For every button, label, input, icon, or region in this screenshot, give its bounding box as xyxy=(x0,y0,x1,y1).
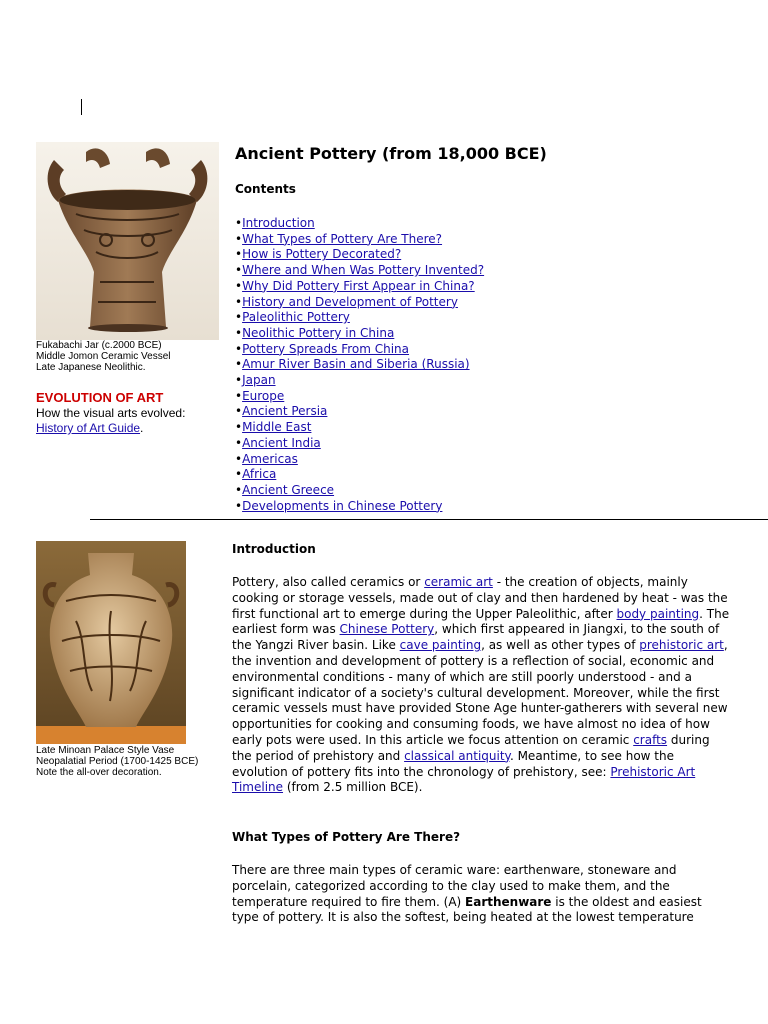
inline-link[interactable]: classical antiquity xyxy=(404,748,510,763)
toc-link[interactable]: Ancient Persia xyxy=(242,404,328,419)
toc-item xyxy=(235,263,484,279)
text-run: (from 2.5 million BCE). xyxy=(283,780,423,795)
text-run: , which first appeared in Jiangxi, to the south of the Yangzi River basin. Like xyxy=(232,622,720,653)
inline-link[interactable]: crafts xyxy=(633,732,668,747)
toc-link[interactable]: Where and When Was Pottery Invented? xyxy=(242,263,485,278)
minoan-vase-image xyxy=(36,541,186,744)
bold-term: Earthenware xyxy=(465,894,552,909)
toc-item xyxy=(235,452,484,468)
text-run: . The earliest form was xyxy=(232,606,730,637)
evolution-of-art-heading: EVOLUTION OF ART xyxy=(36,390,164,405)
inline-link[interactable]: Prehistoric Art Timeline xyxy=(232,764,696,795)
toc-item xyxy=(235,357,484,373)
introduction-heading: Introduction xyxy=(232,542,316,556)
text-cursor xyxy=(81,99,82,115)
fukabachi-jar-image xyxy=(36,142,219,340)
history-of-art-guide-link[interactable]: History of Art Guide xyxy=(36,421,141,435)
text-run: , as well as other types of xyxy=(481,638,640,653)
caption-line: Late Minoan Palace Style Vase xyxy=(36,745,175,756)
toc-item xyxy=(235,310,484,326)
caption-line: Middle Jomon Ceramic Vessel xyxy=(36,351,171,362)
toc-link[interactable]: Japan xyxy=(242,373,276,388)
toc-link[interactable]: History and Development of Pottery xyxy=(242,294,458,309)
toc-item xyxy=(235,373,484,389)
contents-heading: Contents xyxy=(235,182,296,196)
toc-link[interactable]: Ancient Greece xyxy=(242,482,335,497)
table-of-contents xyxy=(235,216,484,514)
inline-link[interactable]: cave painting xyxy=(399,638,482,653)
toc-item xyxy=(235,216,484,232)
introduction-paragraph xyxy=(232,575,732,796)
page-title: Ancient Pottery (from 18,000 BCE) xyxy=(235,144,547,163)
evolution-text: How the visual arts evolved: xyxy=(36,406,186,420)
pottery-types-paragraph xyxy=(232,863,732,926)
toc-item xyxy=(235,247,484,263)
toc-link[interactable]: Neolithic Pottery in China xyxy=(242,325,395,340)
toc-link[interactable]: Developments in Chinese Pottery xyxy=(242,498,443,513)
toc-item xyxy=(235,467,484,483)
inline-link[interactable]: ceramic art xyxy=(424,575,493,589)
toc-item xyxy=(235,499,484,515)
section-divider xyxy=(90,519,768,520)
text-run: Pottery, also called ceramics or xyxy=(232,575,425,589)
text-run: . Meantime, to see how the evolution of pottery fits into the chronology of prehistory, see: xyxy=(232,748,674,779)
caption-line: Note the all-over decoration. xyxy=(36,767,162,778)
toc-link[interactable]: Americas xyxy=(242,451,298,466)
toc-item xyxy=(235,279,484,295)
text-run: is the oldest and easiest type of pottery. It is also the softest, being heated at the lowest temperature xyxy=(232,894,702,925)
toc-link[interactable]: Why Did Pottery First Appear in China? xyxy=(242,278,475,293)
toc-link[interactable]: Middle East xyxy=(242,420,312,435)
figure1-caption xyxy=(36,340,171,373)
toc-link[interactable]: Amur River Basin and Siberia (Russia) xyxy=(242,357,470,372)
toc-item xyxy=(235,483,484,499)
toc-link[interactable]: Africa xyxy=(242,467,277,482)
toc-link[interactable]: How is Pottery Decorated? xyxy=(242,247,402,262)
evolution-of-art-blurb xyxy=(36,406,216,436)
caption-line: Late Japanese Neolithic. xyxy=(36,362,146,373)
caption-line: Fukabachi Jar (c.2000 BCE) xyxy=(36,340,162,351)
inline-link[interactable]: Chinese Pottery xyxy=(339,622,435,637)
toc-link[interactable]: Europe xyxy=(242,388,285,403)
toc-item xyxy=(235,232,484,248)
figure2-caption xyxy=(36,745,198,778)
caption-line: Neopalatial Period (1700-1425 BCE) xyxy=(36,756,199,767)
text-run: - the creation of objects, mainly cooking or storage vessels, made out of clay and then hardened by heat - was the first functional art to emerge during the Upper Paleolithic, after xyxy=(232,575,728,621)
inline-link[interactable]: body painting xyxy=(616,606,700,621)
toc-item xyxy=(235,404,484,420)
inline-link[interactable]: prehistoric art xyxy=(639,638,724,653)
toc-item xyxy=(235,420,484,436)
toc-link[interactable]: Introduction xyxy=(242,216,315,230)
toc-link[interactable]: Paleolithic Pottery xyxy=(242,310,350,325)
toc-item xyxy=(235,389,484,405)
toc-item xyxy=(235,326,484,342)
evolution-link-trailer: . xyxy=(140,421,144,435)
toc-link[interactable]: What Types of Pottery Are There? xyxy=(242,231,443,246)
toc-link[interactable]: Pottery Spreads From China xyxy=(242,341,410,356)
toc-item xyxy=(235,342,484,358)
text-run: during the period of prehistory and xyxy=(232,732,710,763)
toc-link[interactable]: Ancient India xyxy=(242,435,321,450)
text-run: , the invention and development of pottery is a reflection of social, economic and environmental conditions - many of which are still poorly understood - and a significant indicator of a society's cultural development. Moreover, while the first ceramic vessels must have provided Stone Age hunter-gatherers with several new opportunities for cooking and consuming foods, we have almost no idea of how early pots were used. In this article we focus attention on ceramic xyxy=(232,638,728,747)
text-run: There are three main types of ceramic ware: earthenware, stoneware and porcelain, categorized according to the clay used to make them, and the temperature required to fire them. (A) xyxy=(232,863,677,909)
pottery-types-heading: What Types of Pottery Are There? xyxy=(232,830,461,844)
toc-item xyxy=(235,295,484,311)
toc-item xyxy=(235,436,484,452)
